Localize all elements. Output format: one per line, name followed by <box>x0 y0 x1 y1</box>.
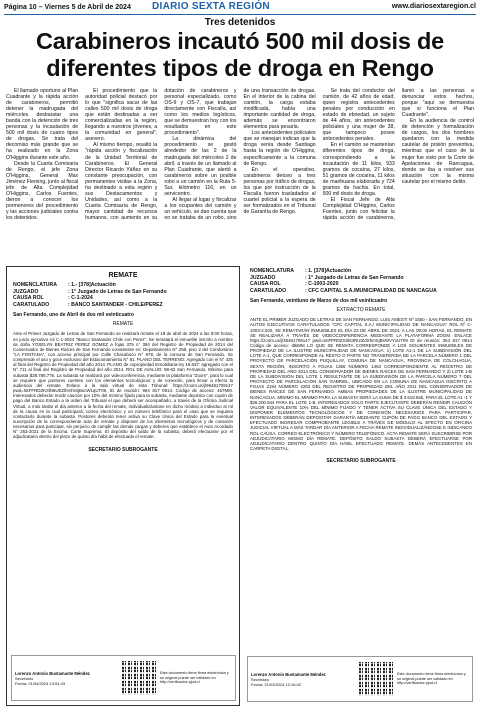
article-paragraph: El Fiscal Jefe de Alta Complejidad O'Higgins, Carlos Fuentes, junto con felicitar la rápida acción de carabineros, llamó a las personas a denunciar estos hechos, porque "aquí se demuestra que si funciona el Plan Cuadrante". <box>322 88 474 221</box>
electronic-signature-block <box>11 655 236 701</box>
meta-value: : BANCO SANTANDER - CHILE/PEREZ <box>68 301 163 308</box>
notice-signature: SECRETARIO SUBROGANTE <box>88 446 158 453</box>
signature-details <box>15 671 122 686</box>
notice-subtitle: EXTRACTO REMATE <box>336 307 386 314</box>
meta-value: : 1. [378]Actuación <box>305 268 352 274</box>
signature-date: Fecha: 21/03/2024 12:16:02 <box>251 681 302 687</box>
article-body <box>6 88 474 268</box>
article-paragraph: Los antecedentes policiales que se manejan indican que la droga venía desde Santiago hasta la región de O'Higgins, específicamente a la comuna de Rengo. <box>243 130 316 167</box>
verification-text: Este documento tiene firma electrónica y su original puede ser validado en http://verificadoc.pjud.cl <box>160 671 229 685</box>
article-paragraph: La dinámica del procedimiento se gestó alrededor de las 2 de la madrugada del miércoles 2 de abril, a través de un llamado al Plan Cuadrante, que alertó a carabineros sobre un posible robo a un camión en la Ruta 5-Sur, kilómetro 116, en un servicentro. <box>164 136 237 197</box>
signature-date: Fecha: 01/04/2024 13:04:43 <box>15 680 66 686</box>
website-link[interactable]: www.diariosextaregion.cl <box>391 3 476 10</box>
meta-value: : C-1-2024 <box>68 295 93 302</box>
article-paragraph: El llamado oportuno al Plan Cuadrante y la rápida acción de carabineros, permitió detener la madrugada del miércoles desbaratar una banda con la detención de tres personas y la incautación de 500 mil dosis de cuatro tipos de drogas. Se trata del decomiso más grande que se ha realizado en la Zona O'Higgins durante este año. <box>6 88 79 161</box>
article-paragraph: Al mismo tiempo, resaltó la "rápida acción y fiscalización de la Unidad Territorial de Carabineros. El General Director Ricardo Yáñez en su constante preocupación, con permanentes visitas a la Zona, ha destinado a esta región y sus Destacamentos y Unidades, así como a la Cuarta Comisaría de Rengo, mayor cantidad de recursos humanos, con aumento en su dotación de carabineros y personal especializado, como OS-9 y OS-7, que trabajan directamente con Fiscalía, así como los medios logísticos, que se demuestran hoy con los resultados en este procedimiento". <box>85 88 237 221</box>
article-paragraph: En el operativo, carabineros detuvo a tres personas por tráfico de drogas, los que por instrucción de la Fiscalía fueron trasladados al cuartel policial a la espera de ser formalizados en el Tribunal de Garantía de Rengo. <box>243 166 316 215</box>
meta-value: : 1° Juzgado de Letras de San Fernando <box>305 274 404 281</box>
notice-body: Ante el Primer Juzgado de Letras de San Fernando se realizará remate el 18 de abril de 2024 a las 9:00 horas, en juicio ejecutivo rol C-1-2024 "Banco Santander Chile con Perez". Se rematará el inmueble inscrito a nombre de doña YOSELYN BEATRIZ PEREZ GÓMEZ a fojas 375 n° 394 del Registro de Propiedad de 2014 del Conservador de Bienes Raíces de San Fernando consistente en: Departamento N° 258, piso 2 del Condominio "LA FONTANA", con acceso principal por Calle Chacabuco N° 878, de la comuna de San Fernando. Se comprende el uso y goce exclusivo del Estacionamiento N° 81. PLANO DEL TERRENO: Agregado con el N° 425 al final del Registro de Propiedad del año 2014. PLANO de copropiedad inmobiliaria ley 19.537: agregado con el N° 711 al final del Registro de Propiedad del año 2014. ROL DE AVALÚO: 98-62 San Fernando. Mínimo para subasta $38.786.776. La subasta se realizará por videoconferencia, mediante la plataforma "Zoom", para lo cual se requiere que postores cuenten con los elementos tecnológicos y de conexión, para llevar a efecto la audiencia del remate. Enlace a la sala virtual de esta Tribunal: https://zoom.us/j/96481709147 pwd=SkFFRDZKSlhBUEZlbVlmSjBxcW1qUT09. ID de reunión: 964 817 0914. Código de acceso: 467MM. Interesados deberán rendir caución por 10% del mínimo fijado para la subasta, mediante depósito con cupón de pago del Banco Estado a la orden del Tribunal el que deberá ser acompañado, a través de la Oficina Judicial Virtual, a más tardar el día anterior a la fecha del remate, individualizándose en dicho módulo a individuo al rol de la causa en la cual participará; correo electrónico y un número telefónico para el caso que se requiera contactarlo durante la subasta. Postores deberán tener activa su Clave Única del Estado para la eventual suscripción de la correspondiente acta de remate y disponer de los elementos tecnológicos y de conexión necesarios para participar, sin perjuicio de cumplir las demás cargas y deberes que establece el Auto Acordado N° 263-2021 de la Excma. Corte Suprema. El depósito del saldo de la subasta, deberá efectuarse por el adjudicatario dentro del plazo de quinto día hábil de efectuado el remate. <box>13 331 233 440</box>
meta-label: NOMENCLATURA <box>250 268 294 274</box>
notice-place-date: San Fernando, uno de Abril de dos mil veinticuatro <box>13 312 134 319</box>
meta-value: : CFC CAPITAL S.A./MUNICIPALIDAD DE NANCAGUA <box>305 287 437 294</box>
electronic-signature-block <box>247 656 473 702</box>
meta-label: CAUSA ROL <box>13 295 44 302</box>
page-info: Página 10 – Viernes 5 de Abril de 2024 <box>4 3 131 11</box>
meta-label: CARATULADO <box>13 301 50 308</box>
meta-value: : 1° Juzgado de Letras de San Fernando <box>68 288 167 295</box>
signer-role: Secretario <box>251 676 270 682</box>
notice-subtitle: REMATE <box>112 321 134 328</box>
signer-name: Lorenzo Antonio Bustamante Méndez <box>15 670 90 676</box>
meta-label: JUZGADO <box>250 274 276 281</box>
qr-code-icon <box>122 661 156 695</box>
article-headline: Carabineros incautó 500 mil dosis de diferentes tipos de droga en Rengo <box>35 28 445 81</box>
page-header <box>0 0 480 14</box>
notice-signature: SECRETARIO SUBROGANTE <box>326 458 396 465</box>
legal-notice-remate-right <box>247 266 475 706</box>
meta-label: JUZGADO <box>13 288 39 295</box>
article-paragraph: En la audiencia de control de detención y formalización de cargos, los dos hombres quedaron con la medida cautelar de prisión preventiva, mientras que el caso de la mujer fue visto por la Corte de Apelaciones de Rancagua, donde se iba a resolver sus situación con la misma cautelar por el mismo delito. <box>401 118 474 185</box>
article-paragraph: En el camión se mantenían diferentes tipos de droga, correspondiendo a la incautación de 11 kilos, 933 gramos de cocaína, 27 kilos, 51 gramos de cocaína, 11 kilos de marihuana elaborada y 724 gramos de hachis. En total, 500 mil dosis de droga. <box>322 142 395 197</box>
notice-meta <box>250 268 472 294</box>
article-paragraph: Desde la Cuarta Comisaría de Rengo, el jefe Zona O'Higgins, General Max Jiménez Fleming, junto al fiscal jefe de Alta Complejidad O'Higgins, Carlos Fuentes, dieron a conocer los pormenores del procedimiento y las acciones judiciales contra los detenidos. <box>6 160 79 221</box>
verification-text: Este documento tiene firma electrónica y su original puede ser validado en http://verificadoc.pjud.cl <box>397 672 466 686</box>
notice-title: REMATE <box>108 272 138 279</box>
notice-body: ANTE EL PRIMER JUZGADO DE LETRAS DE SAN FERNANDO, LUIS AMESTI Nº 1550 - SAN FERNANDO, EN AUTOS EJECUTIVOS CARATULADOS "CFC CAPITAL S.A./ MUNICIPALIDAD DE NANCAGUA" ROL Nº C-1003-2.020, SE REMATARÁN INMUEBLES EL DÍA 23 DE ABRIL DE 2024, A LAS 09:00 HORAS, EL REMATE SE REALIZARÁ A TRAVÉS DE VIDEOCONFERENCIA MEDIANTE LA PLATAFORMA ZOOM. ENLACE https://zoom.us/j/3548170914? pwd=SnFPR0ZXSkt4RUtZdXhmSjBsWVYxUT09 ID de reunión: 354 817 0914 Código de acceso: dtkMM LO QUE SE REMATA CORRESPONDE A LOS SIGUIENTES INMUEBLES DE PROPIEDAD DE LA ILUSTRE MUNICIPALIDAD DE NANCAGUA: 1) LOTE A1-1 DE LA SUBDIVISIÓN DEL LOTE A-1, QUE CORRESPONDE AL RESTO O PARTE NO TRANSFERIDA DE LA PARCELA NÚMERO 1 DEL PROYECTO DE PARCELACIÓN PUQUILLAY, COMUNA DE NANCAGUA, PROVINCIA DE COLCHAGUA, SEXTA REGIÓN, INSCRITO A FOJAS 1386 NÚMERO 1463 CORRESPONDIENTE AL REGISTRO DE PROPIEDAD DEL AÑO 2014 DEL CONSERVADOR DE BIENES RAÍCES DE SAN FERNANDO Y 2) LOTE 1-B DE LA SUBDIVISIÓN DEL LOTE 1 RESULTANTE DE LA SUBDIVISIÓN DE LA PARCELA NÚMERO 7 DEL PROYECTO DE PARCELACIÓN SAN GABRIEL, UBICADO EN LA COMUNA DE NANCAGUA INSCRITO A FOJAS 2194 NÚMERO 2263 DEL REGISTRO DE PROPIEDAD DEL AÑO 2011 DEL CONSERVADOR DE BIENES RAÍCES DE SAN FERNANDO. AMBAS PROPIEDADES DE LA ILUSTRE MUNICIPALIDAD DE NANCAGUA. MÍNIMO EL MÍNIMO PARA LA SUBASTA SERÁ LA SUMA DE $ 3.618.555, PARA EL LOTE A1 -1 Y $26.200.944 PARA EL LOTE 1-B. INTERESADOS SOLO PARTE EJECUTANTE DEBERÁN RENDIR CAUCIÓN VALOR EQUIVALENTE 10% DEL MÍNIMO FIJADO Y TENER ACTIVA SU CLAVE ÚNICA DEL ESTADO Y DISPONER ELEMENTOS TECNOLÓGICOS Y DE CONEXIÓN NECESARIOS PARA PARTICIPAR. INTERESADOS DEBERÁN DEPOSITAR GARANTÍA MEDIANTE CUPÓN DE PAGO BANCO DEL ESTADO Y EFECTUADO INGRESAR COMPROBANTE LEGIBLE A TRAVÉS DE MÓDULO AL EFECTO EN OFICINA JUDICIAL VIRTUAL A MÁS TARDAR DÍA ANTERIOR A FECHA REMATE INDIVIDUALIZÁNDOSE E INDICANDO ROL CAUSA, CORREO ELECTRÓNICO Y NÚMERO TELEFÓNICO. ACTA REMATE SERÁ SUSCRIBIRSE POR ADJUDICATARIO MISMO DÍA REMATE. DEPÓSITO SALDO SUBASTA DEBERÁ EFECTUARSE POR ADJUDICATARIO DENTRO QUINTO DÍA HÁBIL EFECTUADO REMATE. DEMÁS ANTECEDENTES EN CARPETA DIGITAL. <box>250 317 472 452</box>
qr-code-icon <box>359 662 393 696</box>
signer-name: Lorenzo Antonio Bustamante Méndez <box>251 671 326 677</box>
meta-label: CARATULADO <box>250 287 287 294</box>
header-rule <box>4 14 476 15</box>
article-paragraph: El procedimiento que la autoridad policial destacó por lo que "significa sacar de las calles 500 mil dosis de droga que están destinadas a ser comercializadas en la región, llegando a nuestros jóvenes, a la comunidad en general", asevero. <box>85 88 158 143</box>
signer-role: Secretario <box>15 675 34 681</box>
meta-value: : 1.- [378]Actuación <box>68 282 116 289</box>
signature-details <box>251 672 359 687</box>
meta-value: : C-1003-2020 <box>305 281 339 288</box>
meta-label: NOMENCLATURA <box>13 282 57 289</box>
notice-place-date: San Fernando, veintiuno de Marzo de dos mil veinticuatro <box>250 297 388 304</box>
publication-name: DIARIO SEXTA REGIÓN <box>152 1 270 12</box>
article-paragraph: Al llegar al lugar y fiscalizar a los ocupantes del camión y un vehículo, se dan cuenta que no se trataba de un robo, sino de una transacción de drogas. En el interior de la cabina del camión, la carga estaba modificada, había una importante cantidad de droga, además se encontraron elementos para pesarla. <box>164 88 316 221</box>
notice-meta <box>13 282 233 308</box>
article-paragraph: Se trata del conductor del camión, de 42 años de edad, quien registra antecedentes penales por conducción en estado de ebriedad, un sujeto de 44 años, sin antecedentes policiales y una mujer de 38, que tampoco posee antecedentes penales. <box>322 88 395 143</box>
meta-label: CAUSA ROL <box>250 281 281 288</box>
article-kicker: Tres detenidos <box>204 17 276 28</box>
legal-notice-remate-left <box>6 266 240 706</box>
